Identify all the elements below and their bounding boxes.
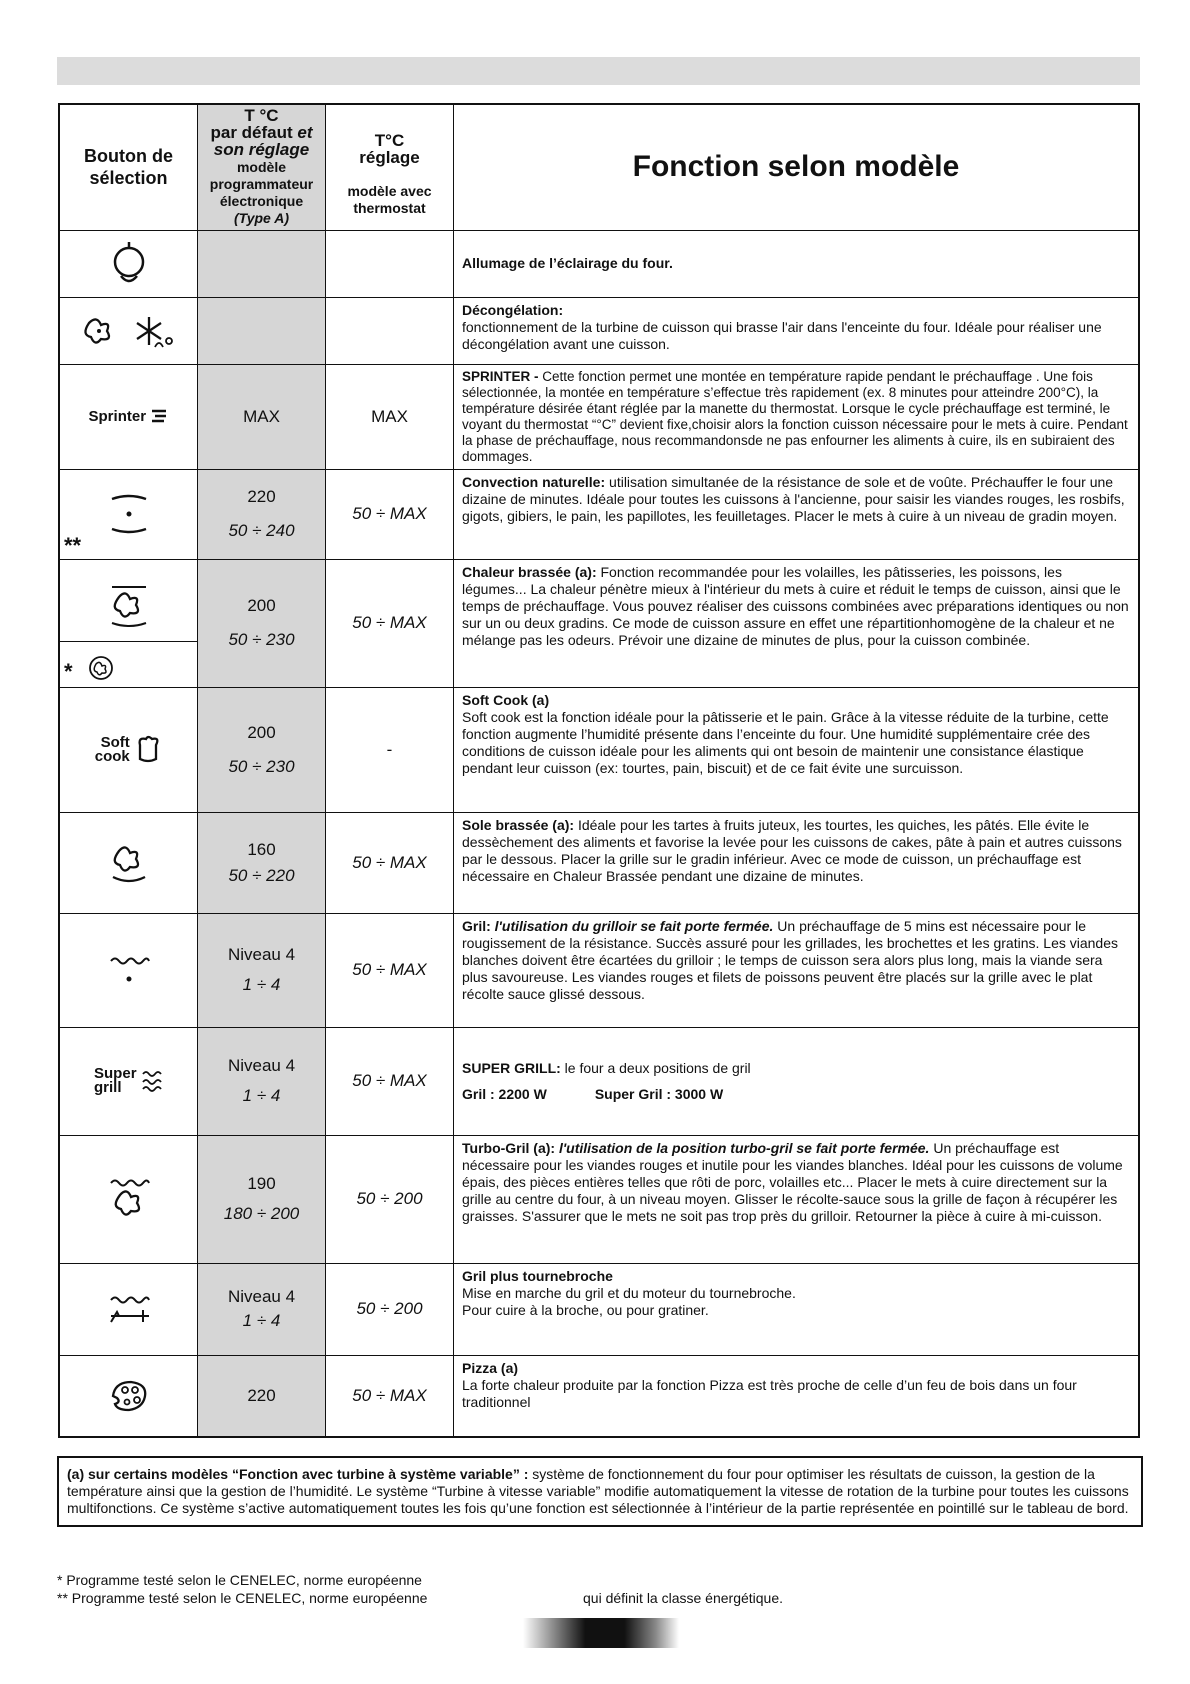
row-text: utilisation simultanée de la résistance de sole et de voûte. Préchauffer le four une dizaine de minutes. Idéale pour toutes les cuissons à l'ancienne, pour saisir les viandes rouges, les rosbifs, gigots, gibiers, le pain, les papillotes, les feuilletages. Placer le mets à cuire à un niveau de gradin moyen. xyxy=(462,473,1125,524)
super-grill-power: Super Gril : 3000 W xyxy=(594,1085,724,1102)
thermo-range: 50 ÷ MAX xyxy=(352,960,427,979)
header-button-col xyxy=(59,104,198,230)
row-text: fonctionnement de la turbine de cuisson qui brasse l'air dans l'enceinte du four. Idéale pour réaliser une décongélation avant une cuisson. xyxy=(462,318,1102,352)
functions-table xyxy=(58,103,1140,1438)
description-cell xyxy=(454,469,1140,559)
thermo-cell xyxy=(326,687,454,812)
footnote-1: * Programme testé selon le CENELEC, norme européenne xyxy=(57,1572,422,1588)
thermo-cell xyxy=(326,469,454,559)
lamp-icon xyxy=(109,242,149,286)
default-temp: 190 xyxy=(247,1174,276,1193)
icon-cell xyxy=(59,812,198,913)
default-temp-cell xyxy=(198,687,326,812)
footnote-mark: ** xyxy=(64,532,82,558)
default-temp-cell xyxy=(198,559,326,687)
turbo-grill-icon xyxy=(107,1177,151,1221)
description-cell xyxy=(454,1263,1140,1355)
default-temp: 200 xyxy=(247,722,276,742)
icon-cell xyxy=(59,1355,198,1437)
row-title: Turbo-Gril (a): xyxy=(462,1139,559,1156)
row-text: Soft cook est la fonction idéale pour la pâtisserie et le pain. Grâce à la vitesse réduite de la turbine, cette fonction augmente l’humidité présente dans l’enceinte du four. Une humidité supplémentaire crée des conditions de cuisson idéale pour les aliments qui ont besoin de maintenir une consistance élastique pendant leur cuisson (ex: tourtes, pain, biscuit) et de ce fait évite une surcuisson. xyxy=(462,708,1109,776)
icon-cell xyxy=(59,297,198,364)
description-cell xyxy=(454,913,1140,1027)
default-temp: 220 xyxy=(247,487,276,506)
thermo-cell xyxy=(326,1263,454,1355)
row-title: Gril: xyxy=(462,917,495,934)
thermo-range: 50 ÷ MAX xyxy=(352,1071,427,1090)
row-text: Idéale pour les tartes à fruits juteux, les tourtes, les quiches, les pâtés. Elle évite le dessèchement des aliments et favorise la levée pour les cuissons de cakes, pâte à pain et autres cuissons par le dessous. Placer la grille sur le gradin inférieur. Avec ce mode de cuisson, un préchauffage est nécessaire en Chaleur Brassée pendant une dizaine de minutes. xyxy=(462,816,1122,884)
h3-l1: T°C xyxy=(374,131,405,150)
soft-cook-label-2: cook xyxy=(94,747,130,765)
row-title: Allumage de l’éclairage du four. xyxy=(462,255,673,271)
thermo-range: 50 ÷ MAX xyxy=(352,1385,427,1405)
icon-cell xyxy=(59,1263,198,1355)
table-row xyxy=(59,913,1139,1027)
default-temp-cell xyxy=(198,812,326,913)
default-temp-cell xyxy=(198,364,326,469)
fan-icon xyxy=(88,655,114,681)
fan-oven-icon xyxy=(104,581,154,627)
icon-cell xyxy=(59,687,198,812)
sprinter-icon xyxy=(150,408,168,424)
super-grill-label-1: Super xyxy=(94,1065,137,1082)
default-temp: 200 xyxy=(247,596,276,615)
default-temp: Niveau 4 xyxy=(227,1287,296,1306)
row-text: Fonction recommandée pour les volailles, les pâtisseries, les poissons, les légumes... La chaleur pénètre mieux à l'intérieur du mets à cuire et réduit le temps de cuisson, ainsi que le temps de préchauffage. Vous pouvez réaliser des cuissons combinées avec préparations identiques ou non sur un ou deux gradins. Ce mode de cuisson assure en effet une répartitionhomogène de la chaleur et ne mélange pas les odeurs. Prévoir une dizaine de minutes de plus, pour la cuisson combinée. xyxy=(462,563,1129,648)
row-text: le four a deux positions de gril xyxy=(564,1059,751,1076)
header-function-col xyxy=(454,104,1140,230)
thermo-cell xyxy=(326,1027,454,1135)
icon-divider xyxy=(60,641,197,642)
row-text: Mise en marche du gril et du moteur du tournebroche. xyxy=(462,1284,796,1301)
page-marker xyxy=(523,1618,679,1648)
rotisserie-icon xyxy=(107,1292,151,1326)
default-temp-cell xyxy=(198,1027,326,1135)
row-title: Gril plus tournebroche xyxy=(462,1267,613,1284)
description-cell xyxy=(454,812,1140,913)
pizza-icon xyxy=(107,1378,151,1414)
row-title: SPRINTER - xyxy=(462,368,543,384)
table-row xyxy=(59,1135,1139,1263)
description-cell xyxy=(454,1355,1140,1437)
icon-cell xyxy=(59,913,198,1027)
default-temp-cell xyxy=(198,469,326,559)
thermo-cell xyxy=(326,1355,454,1437)
icon-cell xyxy=(59,1135,198,1263)
temp-range: 1 ÷ 4 xyxy=(242,1311,281,1330)
description-cell xyxy=(454,687,1140,812)
h2-l2b: et xyxy=(297,122,313,142)
defrost-icon xyxy=(79,311,179,351)
conventional-icon xyxy=(104,489,154,539)
row-text: Cette fonction permet une montée en température rapide pendant le préchauffage . Une fois sélectionnée, la montée en température s’effectue très rapidement (ex. 8 minutes pour atteindre 200°C), la température désirée étant réglée par la manette du thermostat. Lorsque le cycle préchauffage est terminé, le voyant du thermostat “°C” devient fixe,choisir alors la fonction cuisson nécessaire pour le mets à cuire. Pendant la phase de préchauffage, nous recommandonsde ne pas enfourner les aliments à cuire, ils en subiraient des dommages. xyxy=(462,368,1128,464)
description-cell xyxy=(454,1027,1140,1135)
row-text: Un préchauffage est nécessaire pour les viandes rouges et inutile pour les viandes blanches. Idéal pour les cuissons de volume épais, des pièces entières telles que rôti de porc, volailles etc... Placer le mets à cuire directement sur la grille au centre du four, à un niveau moyen. Glisser le récolte-sauce sous la grille de façon à récupérer les graisses. S'assurer que le mets ne soit pas trop près du grilloir. Retourner la pièce à cuire à mi-cuisson. xyxy=(462,1139,1123,1224)
header-thermo-col xyxy=(326,104,454,230)
icon-cell xyxy=(59,1027,198,1135)
thermo-range: 50 ÷ 200 xyxy=(356,1189,423,1208)
h3-l2: réglage xyxy=(359,148,420,167)
temp-range: 1 ÷ 4 xyxy=(242,975,281,994)
temp-range: 180 ÷ 200 xyxy=(223,1204,300,1223)
table-row xyxy=(59,364,1139,469)
variable-turbine-note xyxy=(57,1456,1143,1527)
sprinter-icon-label: Sprinter xyxy=(88,407,147,425)
grill-power: Gril : 2200 W xyxy=(462,1085,547,1102)
description-cell xyxy=(454,230,1140,297)
thermo-range: 50 ÷ MAX xyxy=(352,504,427,523)
thermo-cell xyxy=(326,1135,454,1263)
thermo-cell xyxy=(326,230,454,297)
h3-l3: modèle avec xyxy=(347,183,432,199)
footnote-2: ** Programme testé selon le CENELEC, norme européenne xyxy=(57,1590,428,1606)
thermo-range: 50 ÷ 200 xyxy=(356,1299,423,1318)
table-row xyxy=(59,1355,1139,1437)
table-row xyxy=(59,812,1139,913)
row-text: La forte chaleur produite par la fonction Pizza est très proche de celle d’un feu de bois dans un four traditionnel xyxy=(462,1376,1077,1410)
thermo-range: 50 ÷ MAX xyxy=(352,613,427,632)
note-heading: (a) sur certains modèles “Fonction avec turbine à système variable” : xyxy=(67,1466,533,1482)
thermo-range: MAX xyxy=(371,406,408,426)
default-temp-cell xyxy=(198,230,326,297)
thermo-cell xyxy=(326,297,454,364)
bottom-fan-icon xyxy=(107,841,151,885)
row-title: Pizza (a) xyxy=(462,1359,519,1376)
h2-l4: modèle xyxy=(236,158,286,175)
default-temp-cell xyxy=(198,1263,326,1355)
row-title-italic: l'utilisation de la position turbo-gril se fait porte fermée. xyxy=(558,1139,930,1156)
table-header xyxy=(59,104,1139,230)
row-title-italic: l'utilisation du grilloir se fait porte fermée. xyxy=(494,917,774,934)
default-temp: Niveau 4 xyxy=(227,945,296,964)
row-text-2: Pour cuire à la broche, ou pour gratiner. xyxy=(462,1301,709,1318)
table-row xyxy=(59,1027,1139,1135)
footnote-2-continued: qui définit la classe énergétique. xyxy=(583,1590,784,1606)
temp-range: 50 ÷ 240 xyxy=(228,521,295,540)
description-cell xyxy=(454,297,1140,364)
thermo-cell xyxy=(326,812,454,913)
description-cell xyxy=(454,559,1140,687)
row-title: Convection naturelle: xyxy=(462,473,610,490)
h2-l5: programmateur xyxy=(209,175,314,192)
header-col4-text: Fonction selon modèle xyxy=(632,150,960,184)
temp-range: 1 ÷ 4 xyxy=(242,1086,281,1105)
super-grill-icon xyxy=(141,1068,163,1094)
default-temp-cell xyxy=(198,913,326,1027)
thermo-cell xyxy=(326,559,454,687)
row-title: SUPER GRILL: xyxy=(462,1059,565,1076)
soft-cook-label-1: Soft xyxy=(100,733,130,751)
table-row xyxy=(59,297,1139,364)
default-temp-cell xyxy=(198,1135,326,1263)
super-grill-label-2: grill xyxy=(94,1079,122,1096)
h2-l7: (Type A) xyxy=(234,209,289,226)
thermo-range: - xyxy=(386,739,393,759)
table-row xyxy=(59,687,1139,812)
icon-cell xyxy=(59,230,198,297)
default-temp: Niveau 4 xyxy=(227,1056,296,1075)
thermo-range: 50 ÷ MAX xyxy=(352,852,427,872)
note-text: système de fonctionnement du four pour optimiser les résultats de cuisson, la gestion de la température ainsi que la gestion de l’humidité. Le système “Turbine à vitesse variable” modifie automatiquement la vitesse de rotation de la turbine pour toutes les cuissons multifonctions. Ce système s’active automatiquement toutes les fois qu’une fonction est sélectionnée à l’intérieur de la partie représentée en pointillé sur le tableau de bord. xyxy=(67,1466,1129,1516)
default-temp: 220 xyxy=(247,1385,276,1405)
default-temp: MAX xyxy=(243,406,280,426)
row-title: Chaleur brassée (a): xyxy=(462,563,601,580)
soft-cook-icon xyxy=(134,735,162,765)
icon-cell xyxy=(59,364,198,469)
header-default-temp-col xyxy=(198,104,326,230)
top-banner xyxy=(57,57,1140,85)
temp-range: 50 ÷ 220 xyxy=(228,865,295,885)
thermo-cell xyxy=(326,913,454,1027)
h2-l3: son réglage xyxy=(213,139,310,159)
table-row xyxy=(59,559,1139,687)
row-title: Décongélation: xyxy=(462,301,564,318)
table-row xyxy=(59,230,1139,297)
footnote-mark: * xyxy=(64,658,73,684)
description-cell xyxy=(454,1135,1140,1263)
description-cell xyxy=(454,364,1140,469)
temp-range: 50 ÷ 230 xyxy=(228,630,295,649)
default-temp-cell xyxy=(198,1355,326,1437)
table-row xyxy=(59,1263,1139,1355)
icon-cell xyxy=(59,469,198,559)
default-temp-cell xyxy=(198,297,326,364)
header-col1-text: Bouton de sélection xyxy=(84,146,173,189)
temp-range: 50 ÷ 230 xyxy=(228,756,295,776)
default-temp: 160 xyxy=(247,839,276,859)
h2-l6: électronique xyxy=(219,192,304,209)
h2-l1: T °C xyxy=(244,105,279,125)
icon-cell xyxy=(59,559,198,687)
row-title: Sole brassée (a): xyxy=(462,816,578,833)
table-row xyxy=(59,469,1139,559)
row-text: Un préchauffage de 5 mins est nécessaire pour le rougissement de la résistance. Succès assuré pour les grillades, les brochettes et les gratins. Les viandes blanches doivent être écartées du grilloir ; le temps de cuisson sera alors plus long, mais la viande sera plus savoureuse. Les viandes rouges et filets de poissons peuvent être placés sur la grille avec le plat récolte sauce glissé dessous. xyxy=(462,917,1119,1002)
h3-l4: thermostat xyxy=(353,200,426,216)
row-title: Soft Cook (a) xyxy=(462,691,550,708)
thermo-cell xyxy=(326,364,454,469)
grill-icon xyxy=(107,953,151,987)
h2-l2a: par défaut xyxy=(210,122,298,142)
